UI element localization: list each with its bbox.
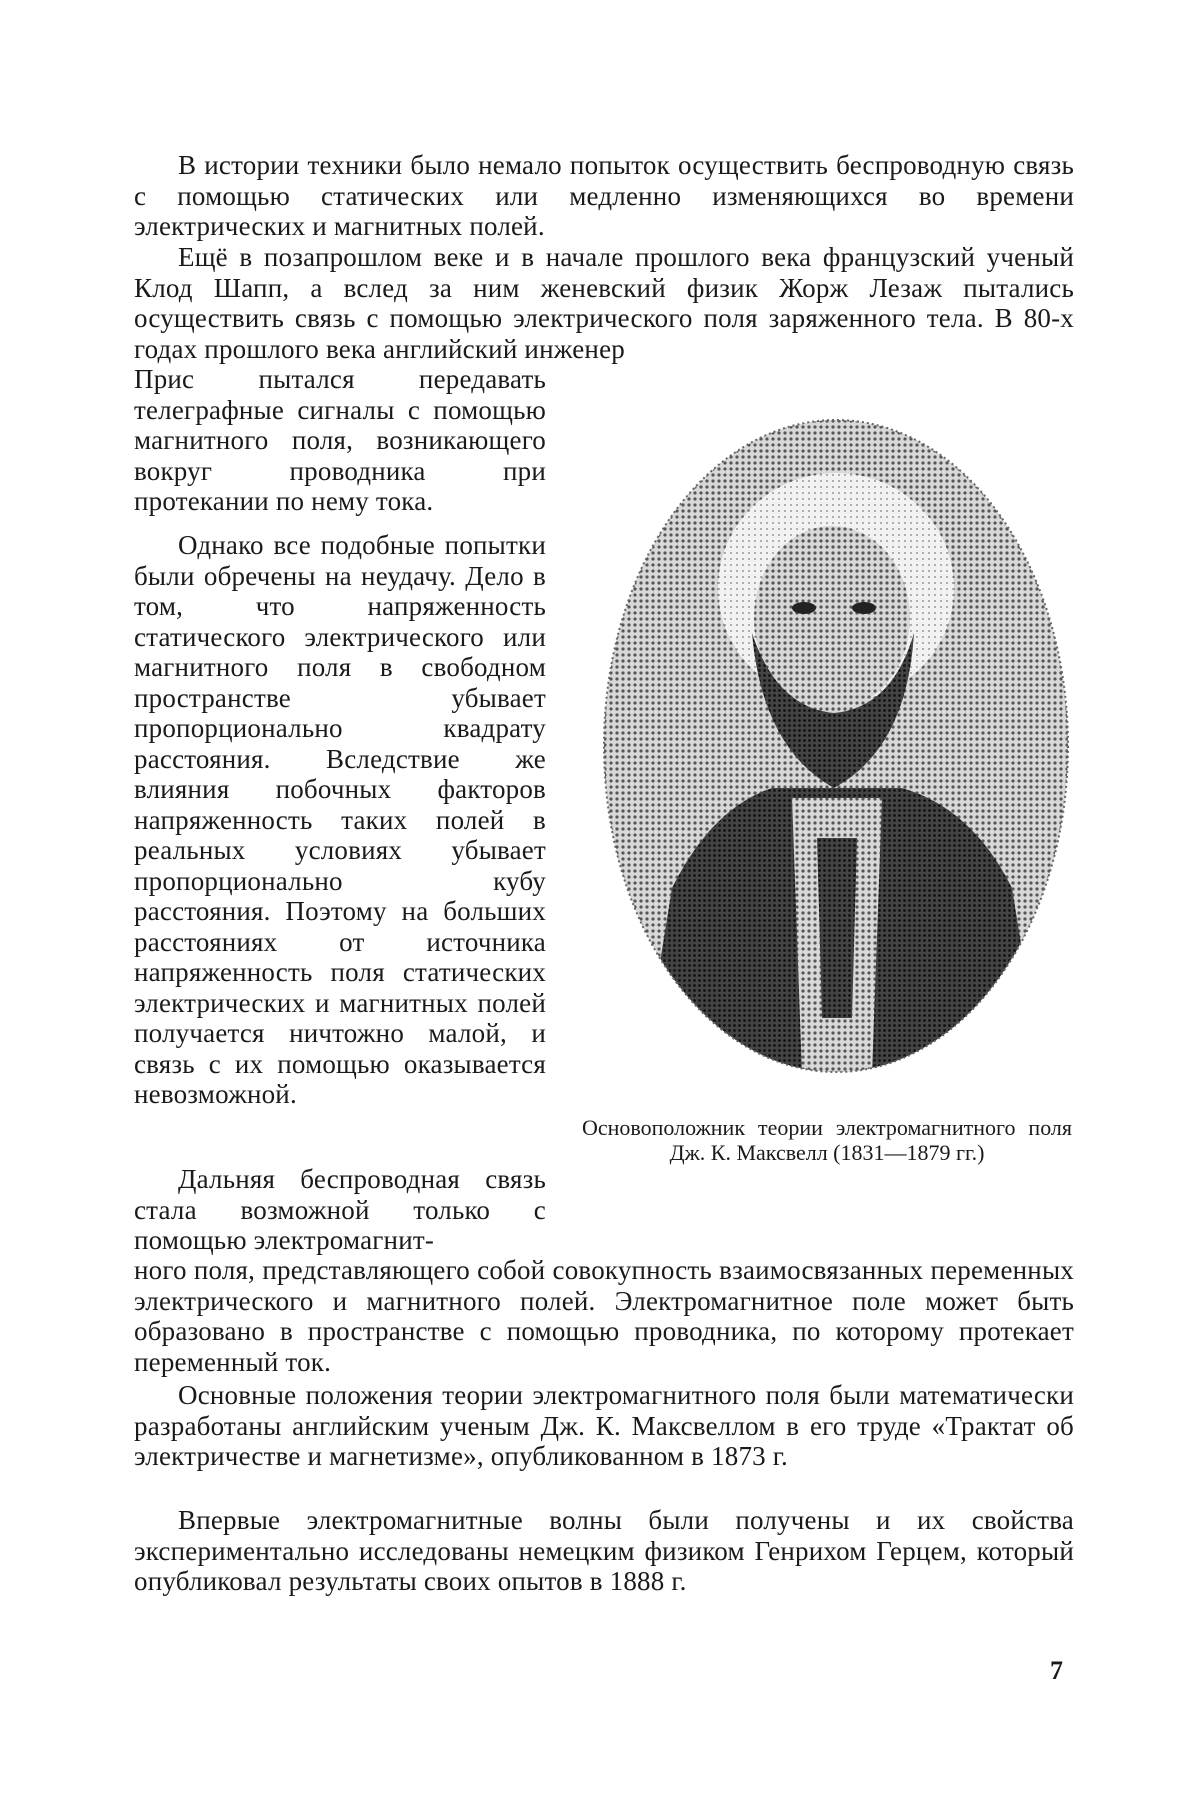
paragraph-maxwell: Основные положения теории электромагнитного поля были математически разработаны английским ученым Дж. К. Максвеллом в его труде «Трактат об электричестве и магнетизме», опубликованном в 1873 г. [134, 1380, 1074, 1471]
portrait-caption: Основоположник теории электромагнитного поля Дж. К. Максвелл (1831—1879 гг.) [582, 1115, 1072, 1165]
paragraph-chappe-lesage: Ещё в позапрошлом веке и в начале прошлого века французский ученый Клод Шапп, а вслед за ним женевский физик Жорж Лезаж пытались осуществить связь с помощью электрического поля заряженного тела. В 80-х годах прошлого века английский инженер [134, 242, 1074, 364]
page-number: 7 [1050, 1656, 1063, 1685]
paragraph-history: В истории техники было немало попыток осуществить беспроводную связь с помощью статических или медленно изменяющихся во времени электрических и магнитных полей. [134, 150, 1074, 241]
paragraph-preece: Прис пытался передавать телеграфные сигналы с помощью магнитного поля, возникающего вокруг проводника при протекании по нему тока. [134, 364, 546, 516]
paragraph-failure: Однако все подобные попытки были обречены на неудачу. Дело в том, что напряженность статического электрического или магнитного поля в свободном пространстве убывает пропорционально квадрату расстояния. Вследствие же влияния побочных факторов напряженность таких полей в реальных условиях убывает пропорционально кубу расстояния. Поэтому на больших расстояниях от источника напряженность поля статических электрических и магнитных полей получается ничтожно малой, и связь с их помощью оказывается невозможной. [134, 530, 546, 1109]
maxwell-portrait [602, 418, 1070, 1074]
paragraph-hertz: Впервые электромагнитные волны были получены и их свойства экспериментально исследованы немецким физиком Генрихом Герцем, который опубликовал результаты своих опытов в 1888 г. [134, 1505, 1074, 1596]
paragraph-long-distance-cont: ного поля, представляющего собой совокупность взаимосвязанных переменных электрического и магнитного полей. Электромагнитное поле может быть образовано в пространстве с помощью проводника, по которому протекает переменный ток. [134, 1255, 1074, 1377]
paragraph-long-distance-start: Дальняя беспроводная связь стала возможной только с помощью электромагнит- [134, 1164, 546, 1255]
